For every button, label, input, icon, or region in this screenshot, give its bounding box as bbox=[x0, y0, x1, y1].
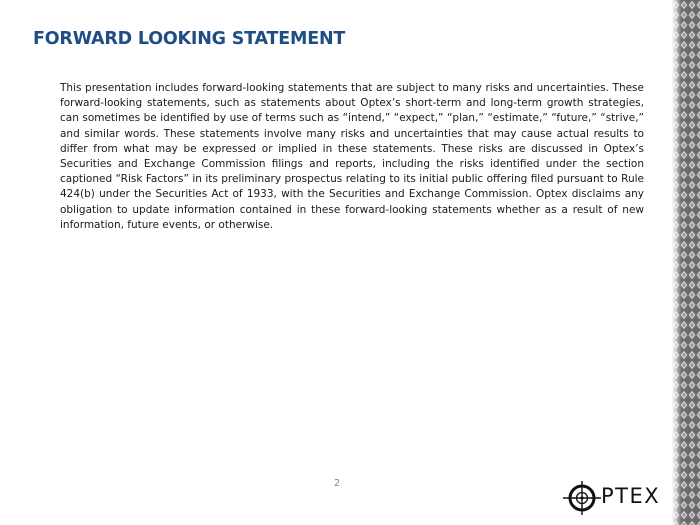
decorative-edge-pattern bbox=[672, 0, 700, 525]
forward-looking-statement-body: This presentation includes forward-looking statements that are subject to many risks and uncertainties. These forward-looking statements, such as statements about Optex’s short-term and long-term growth strategies, can sometimes be identified by use of terms such as “intend,” “expect,” “plan,” “estimate,” “future,” “strive,” and similar words. These statements involve many risks and uncertainties that may cause actual results to differ from what may be expressed or implied in these statements. These risks are discussed in Optex’s Securities and Exchange Commission filings and reports, including the risks identified under the section captioned “Risk Factors” in its preliminary prospectus relating to its initial public offering filed pursuant to Rule 424(b) under the Securities Act of 1933, with the Securities and Exchange Commission. Optex disclaims any obligation to update information contained in these forward-looking statements whether as a result of new information, future events, or otherwise. bbox=[60, 82, 644, 231]
optex-logo bbox=[563, 481, 675, 515]
slide-title: FORWARD LOOKING STATEMENT bbox=[33, 29, 346, 49]
page-number: 2 bbox=[333, 478, 341, 489]
crosshair-icon bbox=[563, 481, 601, 515]
edge-pattern-graphic bbox=[672, 0, 700, 525]
logo-wordmark: PTEX bbox=[601, 484, 661, 508]
